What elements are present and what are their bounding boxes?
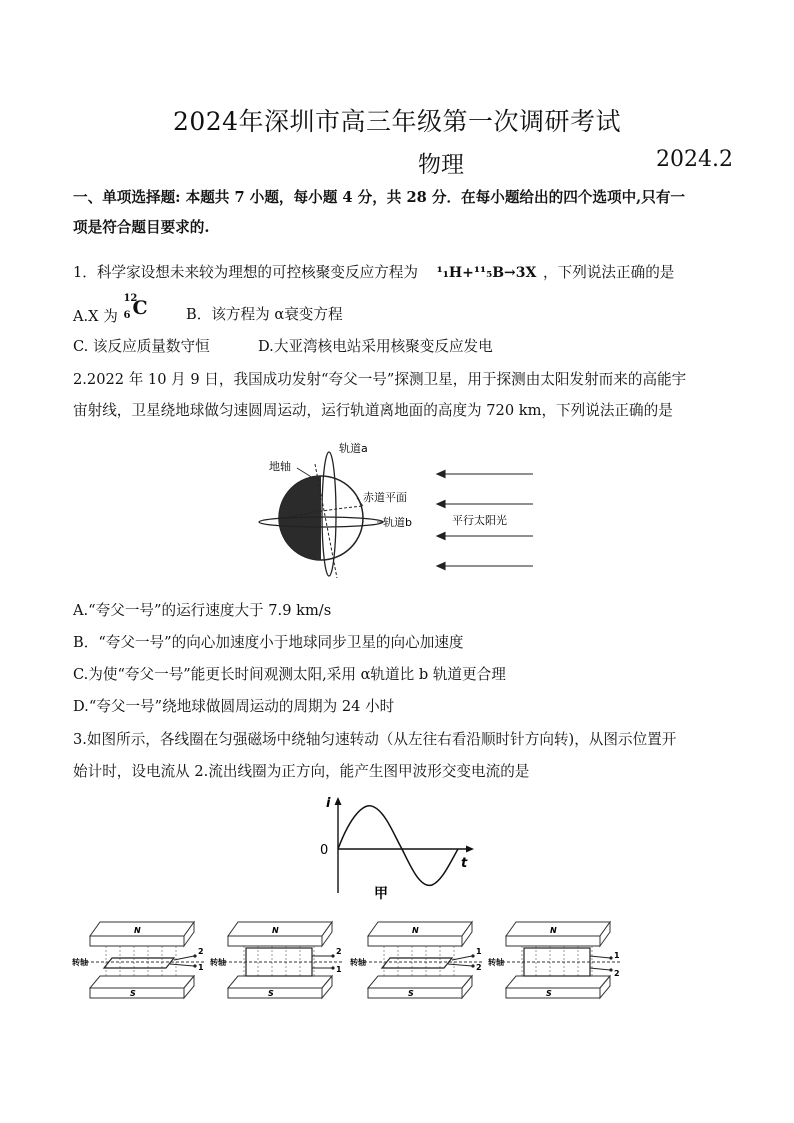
graph-y-label: i [326,796,331,811]
graph-caption: 甲 [374,886,388,902]
coil-figure-a[interactable] [86,922,206,998]
coil-a-south: S [130,989,136,998]
coil-a-north: N [134,926,141,935]
coil-figure-c[interactable] [364,922,484,998]
q1-option-d[interactable]: D.大亚湾核电站采用核聚变反应发电 [258,338,493,355]
q3-current-graph [310,793,480,903]
coil-c-north: N [412,926,419,935]
sunlight-label: 平行太阳光 [452,514,507,527]
coil-figure-b[interactable] [224,922,344,998]
q2-option-d[interactable]: D.“夸父一号”绕地球做圆周运动的周期为 24 小时 [73,698,395,715]
q3-stem-line2: 始计时，设电流从 2.流出线圈为正方向，能产生图甲波形交变电流的是 [73,763,530,780]
coil-d-south: S [546,989,552,998]
q2-option-c[interactable]: C.为使“夸父一号”能更长时间观测太阳,采用 α轨道比 b 轨道更合理 [73,666,506,683]
exam-date: 2024.2 [656,147,733,172]
q2-earth-orbit-figure [255,432,545,584]
graph-origin: 0 [320,843,329,858]
carbon-symbol [122,293,152,323]
orbit-a-label: 轨道a [339,442,368,455]
coil-c-south: S [408,989,414,998]
sine-wave-curve [338,806,458,886]
coil-a-terminal-bottom: 1 [198,963,204,972]
q1-stem [73,261,674,282]
q2-stem-line1: 2.2022 年 10 月 9 日，我国成功发射“夸父一号”探测卫星，用于探测由太阳发射而来的高能宇 [73,371,687,388]
coil-b-terminal-top: 2 [336,947,342,956]
q1-option-b[interactable]: B．该方程为 α衰变方程 [186,306,343,323]
coil-figure-d[interactable] [502,922,622,998]
carbon-mass-number: 12 [123,293,138,304]
q3-coil-figures [72,918,624,1004]
coil-a-axis: 转轴 [72,958,88,967]
section-heading-line2: 项是符合题目要求的. [73,219,210,236]
q1-option-c[interactable]: C. 该反应质量数守恒 [73,338,210,355]
q2-option-a[interactable]: A.“夸父一号”的运行速度大于 7.9 km/s [73,602,332,619]
coil-b-terminal-bottom: 1 [336,965,342,974]
orbit-b-label: 轨道b [383,516,412,529]
coil-c-terminal-bottom: 2 [476,963,482,972]
graph-x-label: t [461,856,468,871]
coil-d-terminal-top: 1 [614,951,620,960]
carbon-atomic-number: 6 [123,310,131,321]
earth-axis-label: 地轴 [269,460,291,473]
coil-a-terminal-top: 2 [198,947,204,956]
q1-equation: ¹₁H+¹¹₅B→3X [436,265,537,281]
coil-b-axis: 转轴 [210,958,226,967]
coil-figures-svg [72,918,624,1004]
q3-stem-line1: 3.如图所示，各线圈在匀强磁场中绕轴匀速转动（从左往右看沿顺时针方向转)，从图示位置开 [73,731,677,748]
q1-stem-after: ，下列说法正确的是 [543,264,675,281]
subject-label: 物理 [418,152,464,178]
coil-b-north: N [272,926,279,935]
q2-option-b[interactable]: B．“夸父一号”的向心加速度小于地球同步卫星的向心加速度 [73,634,464,651]
coil-b-south: S [268,989,274,998]
coil-c-axis: 转轴 [350,958,366,967]
q1-option-a[interactable] [73,293,152,326]
q1-option-a-label: A.X 为 [73,308,118,325]
carbon-letter: C [132,297,148,319]
equator-plane-label: 赤道平面 [363,491,407,504]
coil-d-axis: 转轴 [488,958,504,967]
q1-stem-before: 1．科学家设想未来较为理想的可控核聚变反应方程为 [73,264,418,281]
coil-c-terminal-top: 1 [476,947,482,956]
q2-stem-line2: 宙射线，卫星绕地球做匀速圆周运动，运行轨道离地面的高度为 720 km，下列说法正确的是 [73,402,673,419]
coil-d-north: N [550,926,557,935]
exam-title: 2024年深圳市高三年级第一次调研考试 [172,107,622,136]
section-heading-line1: 一、单项选择题: 本题共 7 小题，每小题 4 分，共 28 分．在每小题给出的四个选项中,只有一 [73,189,686,206]
coil-d-terminal-bottom: 2 [614,969,620,978]
